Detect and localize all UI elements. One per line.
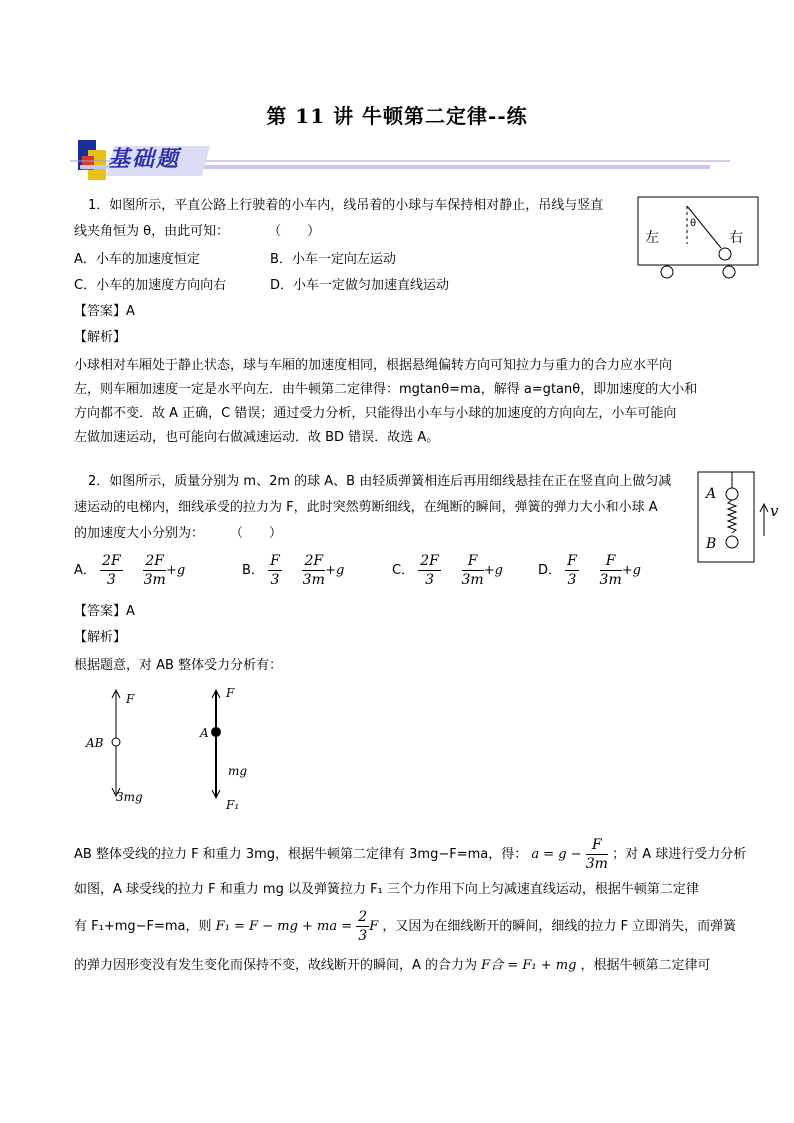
q1-answer: 【答案】A xyxy=(74,304,135,319)
q1-line1: 1．如图所示，平直公路上行驶着的小车内，线吊着的小球与车保持相对静止，吊线与竖直 xyxy=(88,198,604,213)
q1-option-b: B．小车一定向左运动 xyxy=(270,252,396,267)
q1-option-d: D．小车一定做匀加速直线运动 xyxy=(270,278,450,293)
q1-analysis-line: 方向都不变．故 A 正确，C 错误；通过受力分析，只能得出小车与小球的加速度的方向向左，小车可能向 xyxy=(74,406,677,421)
q2-line3: 的加速度大小分别为： （ ） xyxy=(74,526,283,541)
fbd-label-a: A xyxy=(200,726,209,740)
q2-figure-label-a: A xyxy=(706,486,717,502)
q1-option-a: A．小车的加速度恒定 xyxy=(74,252,200,267)
fbd-label-f1: F xyxy=(126,692,135,706)
q2-line1: 2．如图所示，质量分别为 m、2m 的球 A、B 由轻质弹簧相连后再用细线悬挂在正在竖直向上做匀减 xyxy=(88,474,672,489)
q1-figure-right-label: 右 xyxy=(729,230,743,246)
q1-analysis-label: 【解析】 xyxy=(74,330,127,345)
q1-figure-left-label: 左 xyxy=(645,230,659,246)
page-title: 第 11 讲 牛顿第二定律--练 xyxy=(266,104,528,128)
q1-figure-angle-label: θ xyxy=(690,218,697,229)
q2-figure-label-b: B xyxy=(706,536,717,552)
section-banner-label: 基础题 xyxy=(108,146,181,172)
fbd-label-3mg: 3mg xyxy=(116,790,143,804)
q2-analysis-intro: 根据题意，对 AB 整体受力分析有： xyxy=(74,658,283,673)
q1-line2: 线夹角恒为 θ，由此可知： （ ） xyxy=(74,224,321,239)
fbd-label-mg: mg xyxy=(228,764,248,778)
q2-para4: 的弹力因形变没有发生变化而保持不变，故线断开的瞬间，A 的合力为 F合 = F₁ + mg ，根据牛顿第二定律可 xyxy=(74,958,711,973)
q2-option-d: D． $\frac{F}{3}$ $\frac{F}{3m}$ +g xyxy=(538,553,641,588)
fbd-label-ab: AB xyxy=(86,736,104,750)
q2-analysis-label: 【解析】 xyxy=(74,630,127,645)
q2-option-c: C． $\frac{2F}{3}$ $\frac{F}{3m}$ +g xyxy=(392,553,503,588)
q2-option-a: A． $\frac{2F}{3}$ $\frac{2F}{3m}$ +g xyxy=(74,553,186,588)
q1-analysis-line: 左，则车厢加速度一定是水平向左．由牛顿第二定律得：mgtanθ=ma，解得 a=gtanθ，即加速度的大小和 xyxy=(74,382,698,397)
q2-answer: 【答案】A xyxy=(74,604,135,619)
fbd-label-f2: F xyxy=(226,686,235,700)
q1-option-c: C．小车的加速度方向向右 xyxy=(74,278,227,293)
fbd-label-f1b: F₁ xyxy=(226,798,240,812)
q2-figure-label-v: v xyxy=(770,502,779,520)
q2-option-b: B． $\frac{F}{3}$ $\frac{2F}{3m}$ +g xyxy=(242,553,345,588)
q2-para3: 有 F₁+mg−F=ma，则 F₁ = F − mg + ma = $\frac{2}{3}$ F ，又因为在细线断开的瞬间，细线的拉力 F 立即消失，而弹簧 xyxy=(74,909,737,944)
q2-para2: 如图，A 球受线的拉力 F 和重力 mg 以及弹簧拉力 F₁ 三个力作用下向上匀减速直线运动，根据牛顿第二定律 xyxy=(74,882,699,897)
q1-analysis xyxy=(74,354,714,450)
q2-para1: AB 整体受线的拉力 F 和重力 3mg，根据牛顿第二定律有 3mg−F=ma，得： a = g − $\frac{F}{3m}$ ；对 A 球进行受力分析 xyxy=(74,837,747,872)
q2-line2: 速运动的电梯内，细线承受的拉力为 F，此时突然剪断细线，在绳断的瞬间，弹簧的弹力大小和小球 A xyxy=(74,500,658,515)
q1-analysis-line: 小球相对车厢处于静止状态，球与车厢的加速度相同，根据悬绳偏转方向可知拉力与重力的合力应水平向 xyxy=(74,358,673,373)
q1-analysis-line: 左做加速运动，也可能向右做减速运动．故 BD 错误．故选 A。 xyxy=(74,430,440,445)
q2-free-body-diagrams xyxy=(80,684,280,814)
